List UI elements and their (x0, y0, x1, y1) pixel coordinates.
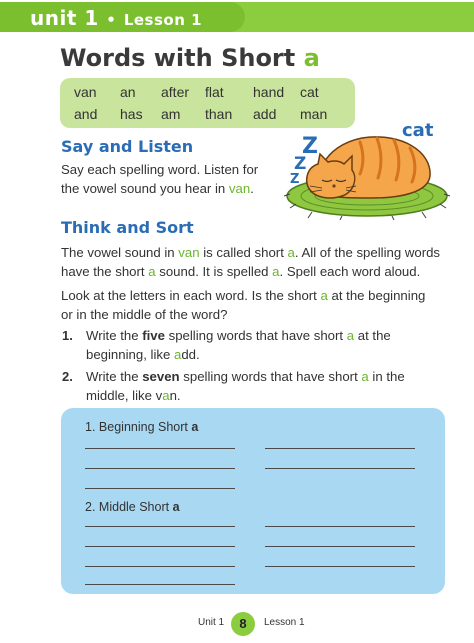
spelling-word: than (205, 106, 233, 122)
spelling-word: van (74, 84, 97, 100)
word-row-1 (60, 84, 355, 104)
say-listen-line-1: Say each spelling word. Listen for (61, 162, 259, 177)
answer-line[interactable] (265, 566, 415, 567)
answer-box (61, 408, 445, 594)
think-sort-heading: Think and Sort (61, 218, 194, 237)
footer-lesson: Lesson 1 (264, 617, 305, 628)
instruction-1: Write the five spelling words that have short a at the beginning, like add. (86, 328, 391, 362)
title-text: Words with Short (60, 44, 296, 72)
spelling-word: has (120, 106, 143, 122)
separator-dot: • (106, 11, 117, 29)
page-footer (0, 612, 474, 636)
answer-line[interactable] (85, 584, 235, 585)
answer-line[interactable] (85, 448, 235, 449)
cat-label: cat (402, 120, 434, 141)
answer-line[interactable] (85, 566, 235, 567)
answer-line[interactable] (265, 448, 415, 449)
say-listen-heading: Say and Listen (61, 137, 194, 156)
spelling-word: am (161, 106, 181, 122)
unit-lesson-label (30, 6, 202, 30)
text-line: Look at the letters in each word. Is the short a at the beginning (61, 288, 426, 303)
unit-header-bar (0, 0, 474, 32)
beginning-short-a-heading: 1. Beginning Short a (85, 420, 199, 434)
answer-line[interactable] (265, 468, 415, 469)
word-row-2 (60, 106, 355, 126)
unit-text: unit 1 (30, 6, 99, 30)
instruction-number: 2. (62, 369, 73, 384)
spelling-word: cat (300, 84, 319, 100)
spelling-word: after (161, 84, 190, 100)
middle-short-a-heading: 2. Middle Short a (85, 500, 180, 514)
spelling-word: man (300, 106, 328, 122)
spelling-word-box (60, 78, 355, 128)
say-listen-line-2: the vowel sound you hear in van. (61, 181, 254, 196)
lesson-text: Lesson 1 (123, 11, 203, 29)
answer-line[interactable] (85, 468, 235, 469)
answer-line[interactable] (265, 526, 415, 527)
z-letter: Z (294, 154, 307, 174)
instruction-2: Write the seven spelling words that have short a in the middle, like van. (86, 369, 405, 403)
spelling-word: add (253, 106, 277, 122)
spelling-word: an (120, 84, 136, 100)
spelling-word: and (74, 106, 98, 122)
text-line: The vowel sound in van is called short a. All of the spelling words (61, 245, 441, 260)
footer-unit: Unit 1 (198, 617, 225, 628)
say-listen-text (61, 160, 258, 198)
page-number: 8 (231, 612, 255, 636)
text-line: have the short a sound. It is spelled a. Spell each word aloud. (61, 264, 421, 279)
think-sort-paragraph-1 (61, 243, 440, 281)
z-letter: Z (290, 172, 300, 187)
think-sort-paragraph-2 (61, 286, 425, 324)
text-line: or in the middle of the word? (61, 307, 228, 322)
page-title (60, 44, 320, 72)
answer-line[interactable] (265, 546, 415, 547)
answer-line[interactable] (85, 526, 235, 527)
spelling-word: flat (205, 84, 224, 100)
title-letter: a (303, 44, 320, 72)
instruction-number: 1. (62, 328, 73, 343)
answer-line[interactable] (85, 546, 235, 547)
z-letter: Z (302, 134, 318, 159)
answer-line[interactable] (85, 488, 235, 489)
spelling-word: hand (253, 84, 285, 100)
